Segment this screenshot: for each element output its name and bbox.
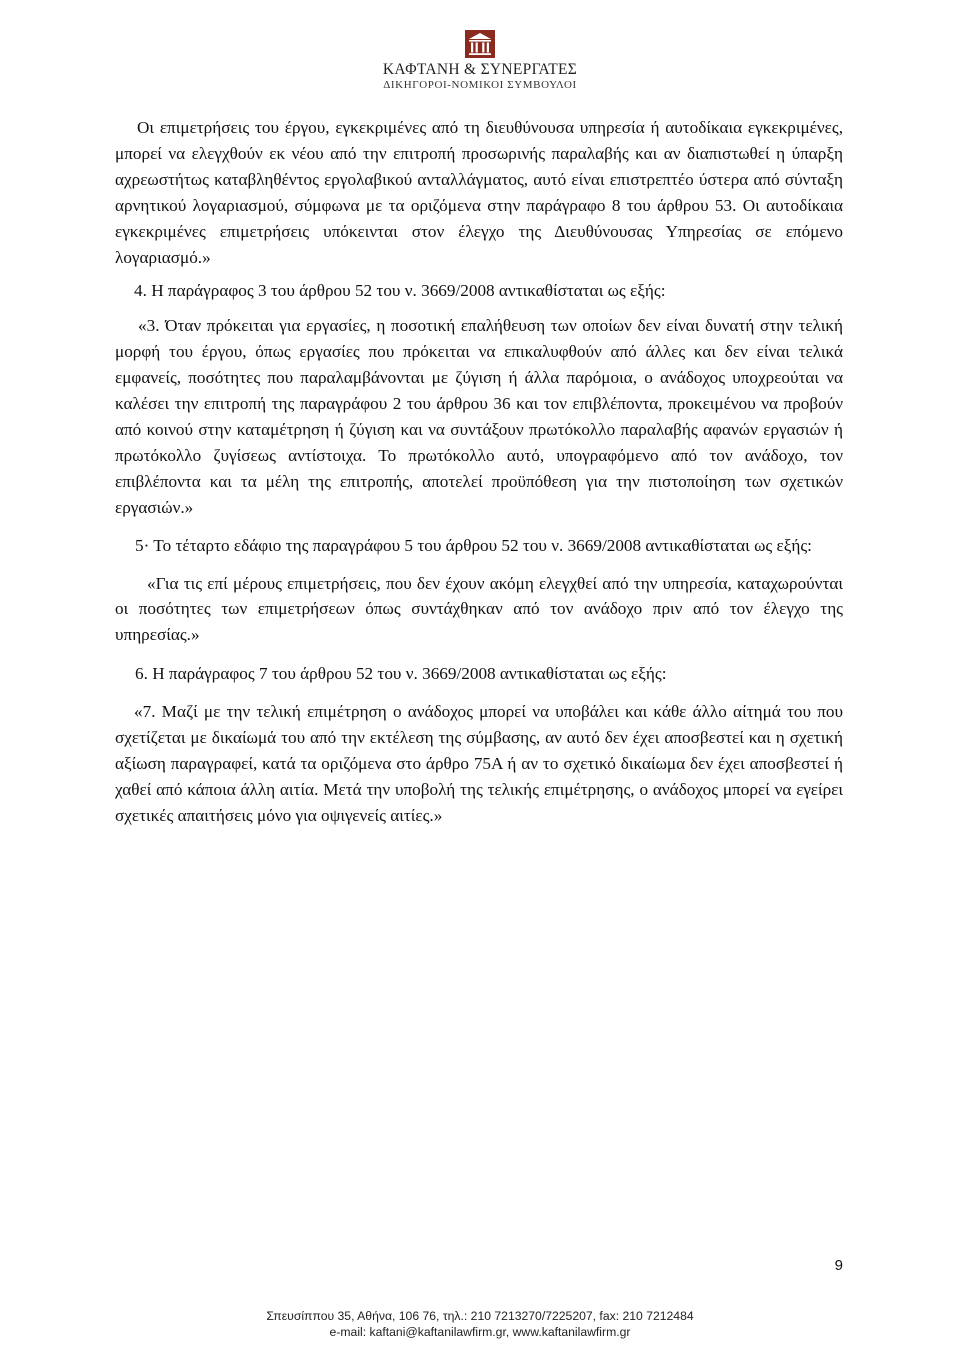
document-body [115, 115, 843, 829]
footer [0, 1308, 960, 1340]
paragraph-quote-partial-measurements: «Για τις επί μέρους επιμετρήσεις, που δεν έχουν ακόμη ελεγχθεί από την υπηρεσία, καταχωρούνται οι ποσότητες των επιμετρήσεων όπως συντάχθηκαν από τον ανάδοχο πριν από τον έλεγχο της υπηρεσίας.» [115, 573, 843, 645]
paragraph-measurements-review: Οι επιμετρήσεις του έργου, εγκεκριμένες από τη διευθύνουσα υπηρεσία ή αυτοδίκαια εγκεκριμένες, μπορεί να ελεγχθούν εκ νέου από την επιτροπή προσωρινής παραλαβής και αν διαπιστωθεί η ύπαρξη αχρεωστήτως καταβληθέντος εργολαβικού ανταλλάγματος, αυτό είναι επιστρεπτέο ύστερα από σύνταξη αρνητικού λογαριασμού, σύμφωνα με τα οριζόμενα στην παράγραφο 8 του άρθρου 53. Οι αυτοδίκαια εγκεκριμένες επιμετρήσεις υπόκεινται στον έλεγχο της Διευθύνουσας Υπηρεσίας σε επόμενο λογαριασμό.» [115, 118, 843, 267]
paragraph-item-5: 5· Το τέταρτο εδάφιο της παραγράφου 5 του άρθρου 52 του ν. 3669/2008 αντικαθίσταται ως εξής: [135, 535, 812, 555]
paragraph-quote-3: «3. Όταν πρόκειται για εργασίες, η ποσοτική επαλήθευση των οποίων δεν είναι δυνατή στην τελική μορφή του έργου, όπως εργασίες που πρόκειται να επικαλυφθούν από άλλες και δεν είναι τελικά εμφανείς, ποσότητες που παραλαμβάνονται με ζύγιση ή άλλα παρόμοια, ο ανάδοχος υποχρεούται να καλέσει την επιτροπή της παραγράφου 2 του άρθρου 36 και τον επιβλέποντα, προκειμένου να προβούν από κοινού στην καταμέτρηση ή ζύγιση και να συντάξουν πρωτόκολλο παραλαβής αφανών εργασιών ή πρωτόκολλο ζυγίσεως αντίστοιχα. Το πρωτόκολλο αυτό, υπογραφόμενο από τον ανάδοχο, τον επιβλέποντα και τα μέλη της επιτροπής, αποτελεί προϋπόθεση για την πιστοποίηση των σχετικών εργασιών.» [115, 316, 843, 517]
paragraph-item-4: 4. Η παράγραφος 3 του άρθρου 52 του ν. 3669/2008 αντικαθίσταται ως εξής: [134, 281, 666, 301]
page-number: 9 [834, 1257, 843, 1274]
firm-subtitle: ΔΙΚΗΓΟΡΟΙ-ΝΟΜΙΚΟΙ ΣΥΜΒΟΥΛΟΙ [383, 79, 577, 91]
footer-contact: e-mail: kaftani@kaftanilawfirm.gr, www.kaftanilawfirm.gr [329, 1325, 631, 1339]
footer-address: Σπευσίππου 35, Αθήνα, 106 76, τηλ.: 210 7213270/7225207, fax: 210 7212484 [266, 1309, 694, 1323]
paragraph-quote-7: «7. Μαζί με την τελική επιμέτρηση ο ανάδοχος μπορεί να υποβάλει και κάθε άλλο αίτημά του που σχετίζεται με δικαίωμά του από την εκτέλεση της σύμβασης, αν αυτό δεν έχει αποσβεστεί και η σχετική αξίωση παραγραφεί, κατά τα οριζόμενα στο άρθρο 75Α ή αν το σχετικό δικαίωμα δεν έχει αποσβεστεί ή χαθεί από κάποια άλλη αιτία. Μετά την υποβολή της τελικής επιμέτρησης, ο ανάδοχος μπορεί να εγείρει σχετικές απαιτήσεις μόνο για οψιγενείς αιτίες.» [115, 702, 843, 825]
firm-name: ΚΑΦΤΑΝΗ & ΣΥΝΕΡΓΑΤΕΣ [382, 61, 578, 78]
building-columns-icon [464, 30, 496, 58]
letterhead [0, 30, 960, 92]
paragraph-item-6: 6. Η παράγραφος 7 του άρθρου 52 του ν. 3669/2008 αντικαθίσταται ως εξής: [135, 664, 667, 684]
